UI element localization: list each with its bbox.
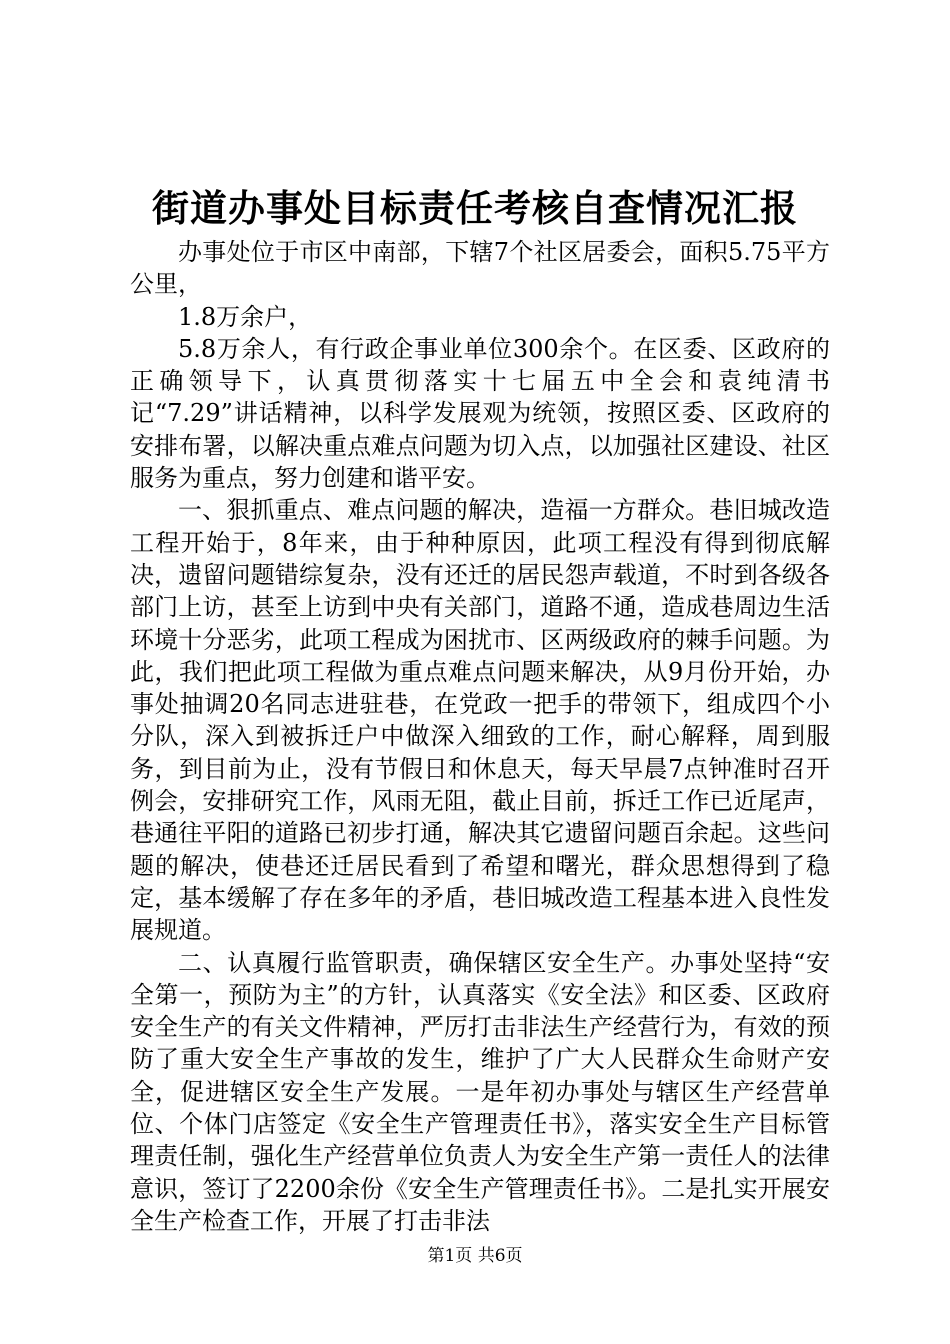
document-body bbox=[130, 236, 830, 1237]
paragraph-section-one: 一、狠抓重点、难点问题的解决，造福一方群众。巷旧城改造工程开始于，8年来，由于种种原因，此项工程没有得到彻底解决，遗留问题错综复杂，没有还迁的居民怨声载道，不时到各级各部门上访，甚至上访到中央有关部门，道路不通，造成巷周边生活环境十分恶劣，此项工程成为困扰市、区两级政府的棘手问题。为此，我们把此项工程做为重点难点问题来解决，从9月份开始，办事处抽调20名同志进驻巷，在党政一把手的带领下，组成四个小分队，深入到被拆迁户中做深入细致的工作，耐心解释，周到服务，到目前为止，没有节假日和休息天，每天早晨7点钟准时召开例会，安排研究工作，风雨无阻，截止目前，拆迁工作已近尾声，巷通往平阳的道路已初步打通，解决其它遗留问题百余起。这些问题的解决，使巷还迁居民看到了希望和曙光，群众思想得到了稳定，基本缓解了存在多年的矛盾，巷旧城改造工程基本进入良性发展规道。 bbox=[130, 496, 830, 945]
document-title: 街道办事处目标责任考核自查情况汇报 bbox=[152, 186, 798, 230]
paragraph-section-two: 二、认真履行监管职责，确保辖区安全生产。办事处坚持“安全第一，预防为主”的方针，认真落实《安全法》和区委、区政府安全生产的有关文件精神，严厉打击非法生产经营行为，有效的预防了重大安全生产事故的发生，维护了广大人民群众生命财产安全，促进辖区安全生产发展。一是年初办事处与辖区生产经营单位、个体门店签定《安全生产管理责任书》，落实安全生产目标管理责任制，强化生产经营单位负责人为安全生产第一责任人的法律意识，签订了2200余份《安全生产管理责任书》。二是扎实开展安全生产检查工作，开展了打击非法 bbox=[130, 948, 830, 1235]
paragraph-intro: 办事处位于市区中南部，下辖7个社区居委会，面积5.75平方公里， bbox=[130, 238, 830, 299]
paragraph-households: 1.8万余户， bbox=[178, 302, 313, 331]
page-number-footer: 第1页 共6页 bbox=[427, 1246, 523, 1266]
paragraph-population: 5.8万余人，有行政企事业单位300余个。在区委、区政府的正确领导下，认真贯彻落实十七届五中全会和袁纯清书记“7.29”讲话精神，以科学发展观为统领，按照区委、区政府的安排布署，以解决重点难点问题为切入点，以加强社区建设、社区服务为重点，努力创建和谐平安。 bbox=[130, 334, 830, 493]
